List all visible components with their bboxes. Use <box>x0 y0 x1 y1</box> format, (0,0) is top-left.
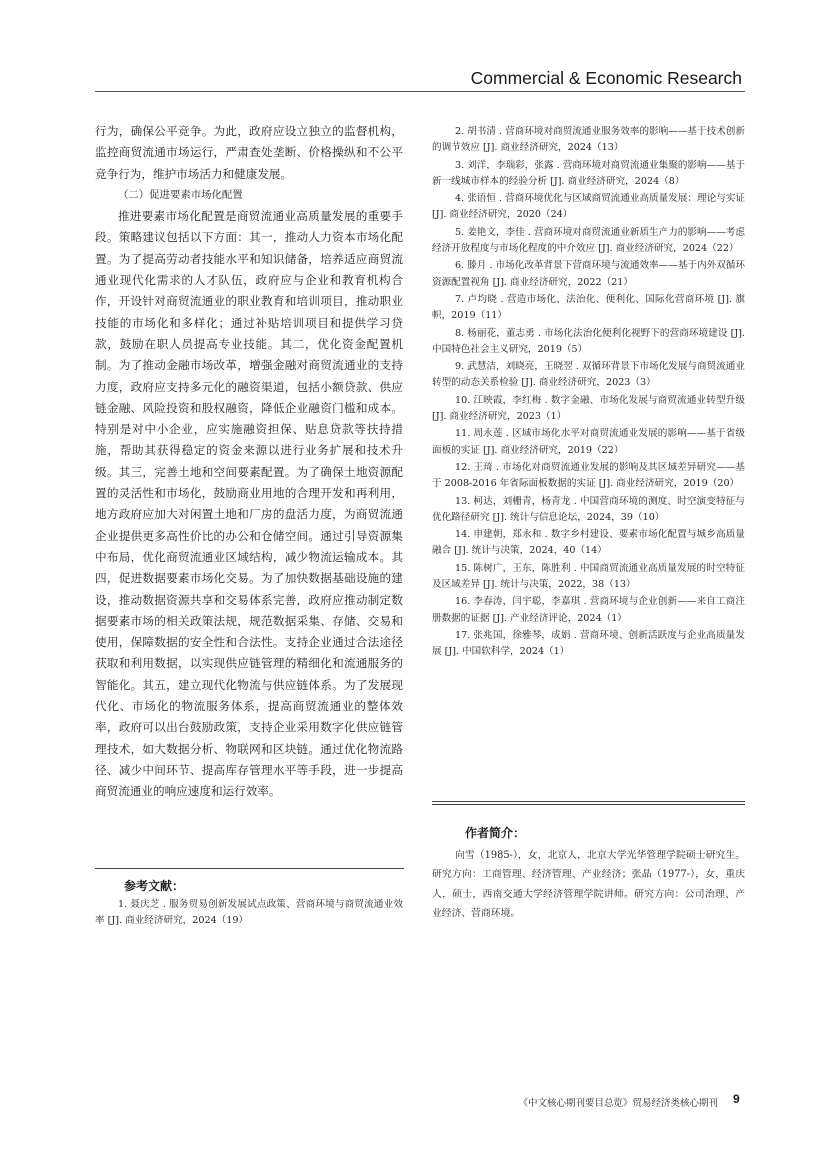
references-left-list <box>95 897 403 931</box>
author-divider-top <box>432 801 745 802</box>
reference-item: 13. 柯达，刘栅青，杨青龙 . 中国营商环境的测度、时空演变特征与优化路径研究 [J]. 统计与信息论坛，2024，39（10） <box>432 495 745 523</box>
main-text-column <box>95 121 403 803</box>
references-right-list <box>432 124 745 662</box>
body-paragraph-main: 推进要素市场化配置是商贸流通业高质量发展的重要手段。策略建议包括以下方面：其一，推动人力资本市场化配置。为了提高劳动者技能水平和知识储备，培养适应商贸流通业现代化需求的人才队伍，政府应与企业和教育机构合作，开设针对商贸流通业的职业教育和培训项目，推动职业技能的市场化和多样化；通过补贴培训项目和提供学习贷款，鼓励在职人员提高专业技能。其二，优化资金配置机制。为了推动金融市场改革，增强金融对商贸流通业的支持力度，政府应支持多元化的融资渠道，包括小额贷款、供应链金融、风险投资和股权融资，降低企业融资门槛和成本。特别是对中小企业，应实施融资担保、贴息贷款等扶持措施，帮助其获得稳定的资金来源以进行业务扩展和技术升级。其三，完善土地和空间要素配置。为了确保土地资源配置的灵活性和市场化，鼓励商业用地的合理开发和再利用，地方政府应加大对闲置土地和厂房的盘活力度，为商贸流通企业提供更多高性价比的办公和仓储空间。通过引导资源集中布局，优化商贸流通业区域结构，减少物流运输成本。其四，促进数据要素市场化交易。为了加快数据基础设施的建设，推动数据资源共享和交易体系完善，政府应推动制定数据要素市场的相关政策法规，规范数据采集、存储、交易和使用，保障数据的安全性和合法性。支持企业通过合法途径获取和利用数据，以实现供应链管理的精细化和流通服务的智能化。其五，建立现代化物流与供应链体系。为了发展现代化、市场化的物流服务体系，提高商贸流通业的整体效率，政府可以出台鼓励政策，支持企业采用数字化供应链管理技术，如大数据分析、物联网和区块链。通过优化物流路径、减少中间环节、提高库存管理水平等手段，进一步提高商贸流通业的响应速度和运行效率。 <box>95 209 403 799</box>
reference-item: 4. 张语恒 . 营商环境优化与区域商贸流通业高质量发展：理论与实证 [J]. 商业经济研究，2020（24） <box>432 193 745 221</box>
section-subheading: （二）促进要素市场化配置 <box>118 188 243 201</box>
reference-item: 7. 卢均晓 . 营造市场化、法治化、便利化、国际化营商环境 [J]. 旗帜，2019（11） <box>432 293 745 322</box>
reference-item: 11. 周永莲 . 区域市场化水平对商贸流通业发展的影响——基于省级面板的实证 [J]. 商业经济研究，2019（22） <box>432 428 745 456</box>
reference-item: 3. 刘洋，李瑞彩，张露 . 营商环境对商贸流通业集聚的影响——基于新一线城市样本的经验分析 [J]. 商业经济研究，2024（8） <box>432 159 745 187</box>
reference-item: 15. 陈树广，王东，陈胜利 . 中国商贸流通业高质量发展的时空特征及区域差异 [J]. 统计与决策，2022，38（13） <box>432 562 745 591</box>
author-info-body <box>432 846 745 923</box>
reference-item: 16. 李春涛，闫宇聪，李嘉琪 . 营商环境与企业创新——来自工商注册数据的证据 [J]. 产业经济评论，2024（1） <box>432 596 745 624</box>
author-divider-bottom <box>432 804 745 805</box>
footer-journal-name: 《中文核心期刊要目总览》贸易经济类核心期刊 <box>518 1098 718 1109</box>
reference-item: 8. 杨丽花，董志勇 . 市场化法治化便利化视野下的营商环境建设 [J]. 中国特色社会主义研究，2019（5） <box>432 327 745 355</box>
reference-item: 6. 滕月 . 市场化改革背景下营商环境与流通效率——基于内外双循环资源配置视角 [J]. 商业经济研究，2022（21） <box>432 260 745 288</box>
header-divider <box>95 91 745 92</box>
reference-item: 12. 王琦 . 市场化对商贸流通业发展的影响及其区域差异研究——基于 2008-2016 年省际面板数据的实证 [J]. 商业经济研究，2019（20） <box>432 461 745 490</box>
body-paragraph-continued: 行为，确保公平竞争。为此，政府应设立独立的监督机构，监控商贸流通市场运行，严肃查处垄断、价格操纵和不公平竞争行为，维护市场活力和健康发展。 <box>95 124 403 181</box>
reference-item: 5. 姜艳文，李佳 . 营商环境对商贸流通业新质生产力的影响——考虑经济开放程度与市场化程度的中介效应 [J]. 商业经济研究，2024（22） <box>432 226 745 255</box>
references-title: 参考文献： <box>124 879 185 893</box>
reference-item: 2. 胡书清 . 营商环境对商贸流通业服务效率的影响——基于技术创新的调节效应 [J]. 商业经济研究，2024（13） <box>432 126 745 154</box>
reference-item: 9. 武慧洁，刘晓亮，王晓翌 . 双循环背景下市场化发展与商贸流通业转型的动态关系检验 [J]. 商业经济研究，2023（3） <box>432 361 745 389</box>
page-number: 9 <box>733 1092 740 1106</box>
reference-item: 1. 聂庆芝 . 服务贸易创新发展试点政策、营商环境与商贸流通业效率 [J]. 商业经济研究，2024（19） <box>95 899 403 927</box>
reference-item: 17. 张兆国，徐雅琴，成娟 . 营商环境、创新活跃度与企业高质量发展 [J]. 中国软科学，2024（1） <box>432 629 745 658</box>
journal-title: Commercial & Economic Research <box>470 68 742 88</box>
references-divider <box>95 868 404 869</box>
reference-item: 10. 江映霞，李红梅 . 数字金融、市场化发展与商贸流通业转型升级 [J]. 商业经济研究，2023（1） <box>432 394 745 423</box>
reference-item: 14. 申建朝，郑永和 . 数字乡村建设、要素市场化配置与城乡高质量融合 [J]. 统计与决策，2024，40（14） <box>432 529 745 557</box>
author-info-title: 作者简介： <box>465 826 526 840</box>
author-info-paragraph: 向雪（1985-），女，北京人，北京大学光华管理学院硕士研究生。研究方向：工商管理、经济管理、产业经济；张晶（1977-），女，重庆人，硕士，西南交通大学经济管理学院讲师。研究方向：公司治理、产业经济、营商环境。 <box>432 850 745 919</box>
